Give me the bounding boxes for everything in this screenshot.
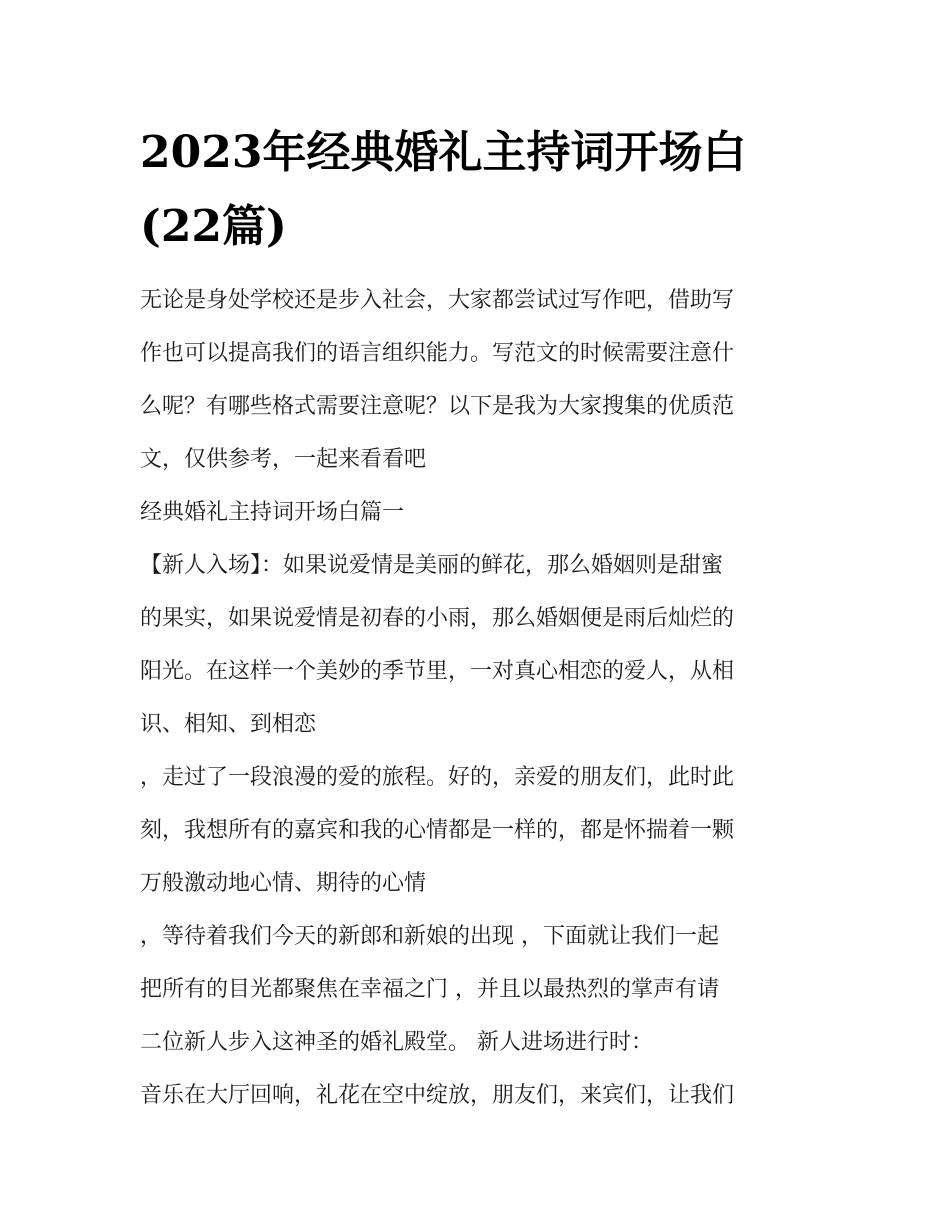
- title-line: 2023年经典婚礼主持词开场白: [140, 127, 747, 178]
- intro-paragraph: [140, 286, 812, 475]
- title-line: (22篇): [140, 201, 287, 252]
- text-line: 万般激动地心情、期待的心情: [140, 871, 427, 896]
- text-line: 音乐在大厅回响，礼花在空中绽放，朋友们，来宾们，让我们: [140, 1083, 735, 1108]
- text-line: 把所有的目光都聚焦在幸福之门 ，并且以最热烈的掌声有请: [140, 977, 719, 1002]
- text-line: ，等待着我们今天的新郎和新娘的出现 ，下面就让我们一起: [140, 924, 719, 949]
- text-line: 么呢？有哪些格式需要注意呢？以下是我为大家搜集的优质范: [140, 394, 735, 419]
- body-paragraph: [140, 551, 812, 740]
- text-line: 经典婚礼主持词开场白篇一: [140, 500, 405, 525]
- text-line: 阳光。在这样一个美妙的季节里，一对真心相恋的爱人，从相: [140, 659, 735, 684]
- text-line: 的果实，如果说爱情是初春的小雨，那么婚姻便是雨后灿烂的: [140, 606, 735, 631]
- text-line: 刻，我想所有的嘉宾和我的心情都是一样的，都是怀揣着一颗: [140, 818, 735, 843]
- text-line: 【新人入场】：如果说爱情是美丽的鲜花，那么婚姻则是甜蜜: [140, 553, 724, 578]
- document-title: [140, 116, 820, 264]
- text-line: 二位新人步入这神圣的婚礼殿堂。 新人进场进行时：: [140, 1030, 653, 1055]
- text-line: ，走过了一段浪漫的爱的旅程。好的，亲爱的朋友们，此时此: [140, 765, 735, 790]
- document-body: [140, 286, 812, 1134]
- text-line: 作也可以提高我们的语言组织能力。写范文的时候需要注意什: [140, 341, 735, 366]
- body-paragraph: [140, 922, 812, 1058]
- text-line: 文，仅供参考，一起来看看吧: [140, 447, 427, 472]
- body-paragraph: [140, 1081, 812, 1111]
- text-line: 无论是身处学校还是步入社会，大家都尝试过写作吧，借助写: [140, 288, 735, 313]
- section-heading: [140, 498, 812, 528]
- body-paragraph: [140, 763, 812, 899]
- text-line: 识、相知、到相恋: [140, 712, 317, 737]
